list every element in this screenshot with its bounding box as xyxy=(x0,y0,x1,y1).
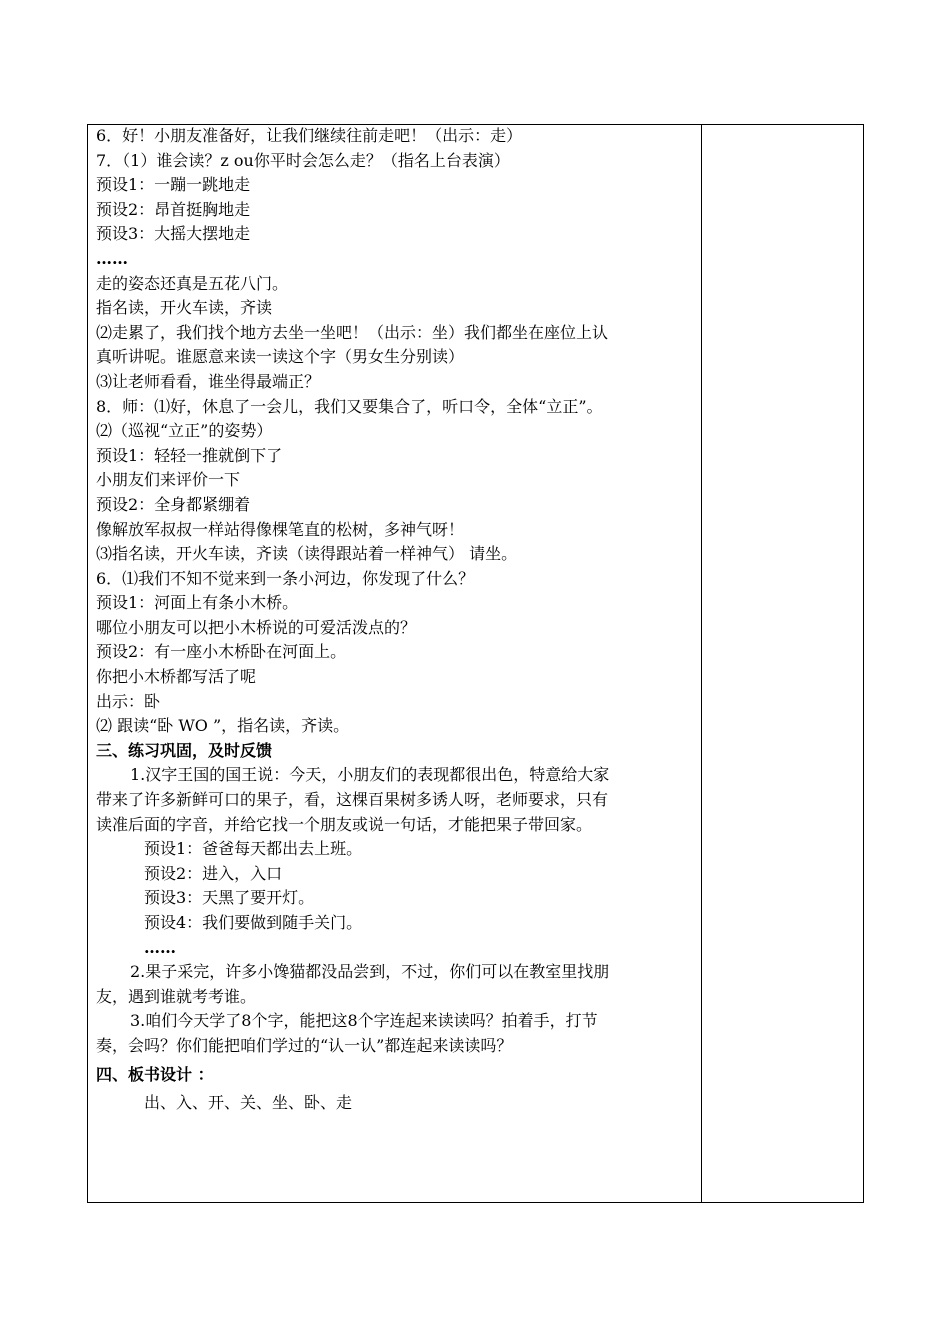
text-line: 2.果子采完，许多小馋猫都没品尝到，不过，你们可以在教室里找朋 xyxy=(130,962,610,982)
text-line: 小朋友们来评价一下 xyxy=(96,470,241,490)
text-line: ⑶让老师看看，谁坐得最端正？ xyxy=(96,371,321,391)
text-line: 哪位小朋友可以把小木桥说的可爱活泼点的？ xyxy=(96,617,417,637)
text-line: 读准后面的字音，并给它找一个朋友或说一句话，才能把果子带回家。 xyxy=(96,814,593,834)
text-line: 8．师：⑴好，休息了一会儿，我们又要集合了，听口令，全体“立正”。 xyxy=(96,396,603,416)
text-line: ⑵走累了，我们找个地方去坐一坐吧！（出示：坐）我们都坐在座位上认 xyxy=(96,322,609,342)
text-line: 奏，会吗？你们能把咱们学过的“认一认”都连起来读读吗？ xyxy=(96,1035,513,1055)
text-line: 1.汉字王国的国王说：今天，小朋友们的表现都很出色，特意给大家 xyxy=(130,765,610,785)
section-heading: 四、板书设计 ： xyxy=(96,1064,214,1084)
ellipsis-line: …… xyxy=(144,937,176,957)
section-heading: 三、练习巩固，及时反馈 xyxy=(96,740,273,760)
text-line: 7．（1）谁会读？z ou你平时会怎么走？（指名上台表演） xyxy=(96,150,510,170)
text-line: 出示：卧 xyxy=(96,691,161,711)
text-line: 预设1：轻轻一推就倒下了 xyxy=(96,445,283,465)
text-line: 6．好！小朋友准备好，让我们继续往前走吧！（出示：走） xyxy=(96,126,523,145)
text-line: 你把小木桥都写活了呢 xyxy=(96,667,257,687)
lesson-content-cell xyxy=(96,124,696,1116)
text-line: 6．⑴我们不知不觉来到一条小河边，你发现了什么？ xyxy=(96,568,475,588)
board-design-line: 出、入、开、关、坐、卧、走 xyxy=(144,1093,353,1113)
preset-line: 预设1：爸爸每天都出去上班。 xyxy=(144,839,363,859)
preset-line: 预设2：进入，入口 xyxy=(144,863,283,883)
text-line: 友，遇到谁就考考谁。 xyxy=(96,986,257,1006)
table-column-divider xyxy=(701,124,702,1203)
text-line: 3.咱们今天学了8个字，能把这8个字连起来读读吗？拍着手，打节 xyxy=(130,1011,598,1031)
text-line: 指名读，开火车读，齐读 xyxy=(96,298,273,318)
ellipsis-line: …… xyxy=(96,248,128,268)
text-line: 预设2：全身都紧绷着 xyxy=(96,494,251,514)
preset-line: 预设3：天黑了要开灯。 xyxy=(144,888,315,908)
preset-line: 预设4：我们要做到随手关门。 xyxy=(144,913,363,932)
text-line: ⑵ 跟读“卧 WO ”，指名读，齐读。 xyxy=(96,716,350,736)
text-line: 走的姿态还真是五花八门。 xyxy=(96,273,289,293)
text-line: 预设1：一蹦一跳地走 xyxy=(96,175,251,195)
text-line: ⑵（巡视“立正”的姿势） xyxy=(96,421,273,441)
text-line: 带来了许多新鲜可口的果子，看，这棵百果树多诱人呀，老师要求，只有 xyxy=(96,790,609,810)
text-line: ⑶指名读，开火车读，齐读（读得跟站着一样神气） 请坐。 xyxy=(96,544,518,564)
text-line: 预设2：昂首挺胸地走 xyxy=(96,199,251,219)
text-line: 真听讲呢。谁愿意来读一读这个字（男女生分别读） xyxy=(96,347,465,367)
text-line: 预设1：河面上有条小木桥。 xyxy=(96,593,299,613)
text-line: 像解放军叔叔一样站得像棵笔直的松树，多神气呀！ xyxy=(96,519,465,539)
text-line: 预设3：大摇大摆地走 xyxy=(96,224,251,244)
text-line: 预设2：有一座小木桥卧在河面上。 xyxy=(96,642,347,662)
